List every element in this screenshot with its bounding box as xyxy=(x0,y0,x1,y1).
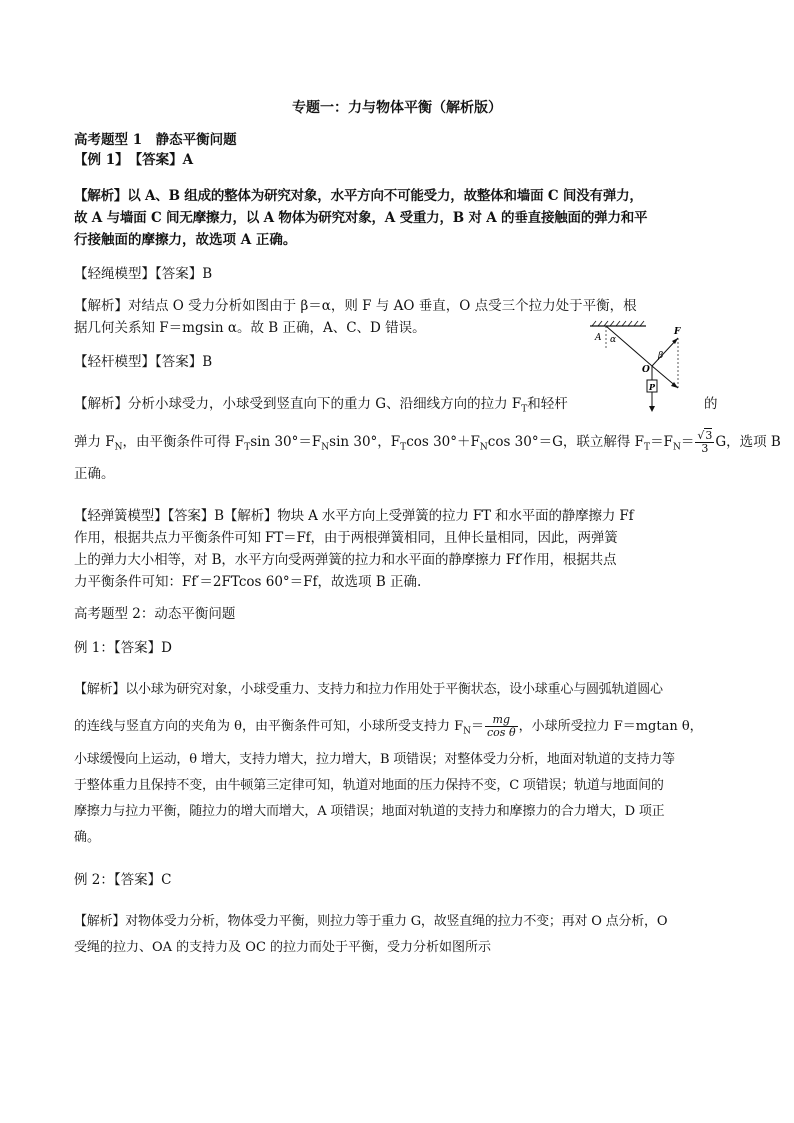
rod-analysis-line1-end: 的 xyxy=(704,396,718,412)
rod-analysis-line1: 【解析】分析小球受力，小球受到竖直向下的重力 G、沿细线方向的拉力 $F_T$和轻杆 xyxy=(74,396,568,415)
rope-force-diagram xyxy=(586,318,696,418)
ceiling-hatch xyxy=(592,321,644,326)
sqrt3-over-3-fraction: $\frac{√3}{3}$ xyxy=(697,429,713,455)
dynamic-example1-line5: 摩擦力与拉力平衡，随拉力的增大而增大，A 项错误；地面对轨道的支持力和摩擦力的合力增大，D 项正 xyxy=(74,804,665,819)
example1-analysis-line2: 故 A 与墙面 C 间无摩擦力，以 A 物体为研究对象，A 受重力，B 对 A 的垂直接触面的弹力和平 xyxy=(74,210,648,226)
mg-over-cos-theta-fraction: $\frac{mg}{\text{cos θ}}$ xyxy=(487,713,516,739)
dynamic-example1-line6: 确。 xyxy=(74,830,101,845)
rope-analysis-line2: 据几何关系知 F＝mgsin α。故 B 正确，A、C、D 错误。 xyxy=(74,320,426,336)
label-alpha: α xyxy=(610,335,617,345)
dynamic-example2-answer: 例 2：【答案】C xyxy=(74,872,172,888)
example1-analysis-line3: 行接触面的摩擦力，故选项 A 正确。 xyxy=(74,232,297,248)
dynamic-example2-line1: 【解析】对物体受力分析，物体受力平衡，则拉力等于重力 G，故竖直绳的拉力不变；再对 O 点分析，O xyxy=(74,914,668,929)
label-p: P xyxy=(649,382,656,392)
dynamic-example2-line2: 受绳的拉力、OA 的支持力及 OC 的拉力而处于平衡，受力分析如图所示 xyxy=(74,940,492,955)
dynamic-example1-line3: 小球缓慢向上运动，θ 增大，支持力增大，拉力增大，B 项错误；对整体受力分析，地面对轨道的支持力等 xyxy=(74,752,675,767)
label-a: A xyxy=(595,333,602,343)
rope-analysis-line1: 【解析】对结点 O 受力分析如图由于 β＝α，则 F 与 AO 垂直，O 点受三个拉力处于平衡，根 xyxy=(74,298,637,314)
spring-line1: 【轻弹簧模型】【答案】B【解析】物块 A 水平方向上受弹簧的拉力 FT 和水平面的静摩擦力 Ff xyxy=(74,508,634,524)
section-heading-dynamic: 高考题型 2：动态平衡问题 xyxy=(74,606,236,622)
spring-line2: 作用，根据共点力平衡条件可知 FT＝Ff，由于两根弹簧相同，且伸长量相同，因此，两弹簧 xyxy=(74,530,618,546)
rope-model-answer: 【轻绳模型】【答案】B xyxy=(74,266,213,282)
force-diagram-svg xyxy=(586,318,696,418)
dynamic-example1-line1: 【解析】以小球为研究对象，小球受重力、支持力和拉力作用处于平衡状态，设小球重心与圆弧轨道圆心 xyxy=(74,682,663,697)
label-f: F xyxy=(674,327,681,337)
page-title: 专题一：力与物体平衡（解析版） xyxy=(292,100,502,116)
example1-answer: 【例 1】 【答案】A xyxy=(74,152,194,168)
dynamic-example1-line4: 于整体重力且保持不变，由牛顿第三定律可知，轨道对地面的压力保持不变，C 项错误；轨道与地面间的 xyxy=(74,778,664,793)
example1-analysis-line1: 【解析】以 A、B 组成的整体为研究对象，水平方向不可能受力，故整体和墙面 C 间没有弹力， xyxy=(74,188,643,204)
spring-line4: 力平衡条件可知：Ff′＝2FTcos 60°＝Ff，故选项 B 正确. xyxy=(74,574,422,590)
rod-analysis-line3: 正确。 xyxy=(74,466,115,482)
rod-model-answer: 【轻杆模型】【答案】B xyxy=(74,354,213,370)
label-beta: β xyxy=(658,351,664,361)
rod-analysis-line2: 弹力 $F_N$，由平衡条件可得 $F_T\sin$ $30^\circ=F_N\sin$ 30°，$F_T\cos$ $30^\circ+F_N\cos$ 30°＝G，联立解得 $F_T=F_N=$ $\frac{√3}{3}$ G，选项 B xyxy=(74,429,781,455)
section-heading-static: 高考题型 1 静态平衡问题 xyxy=(74,132,237,148)
dynamic-example1-line2: 的连线与竖直方向的夹角为 θ，由平衡条件可知，小球所受支持力 $F_N=$ $\frac{mg}{\text{cos θ}}$ ，小球所受拉力 F＝mgtan θ， xyxy=(74,713,703,739)
label-o: O xyxy=(642,365,650,375)
spring-line3: 上的弹力大小相等，对 B，水平方向受两弹簧的拉力和水平面的静摩擦力 Ff′作用，根据共点 xyxy=(74,552,617,568)
rope-ao xyxy=(606,326,652,366)
dynamic-example1-answer: 例 1：【答案】D xyxy=(74,640,172,656)
